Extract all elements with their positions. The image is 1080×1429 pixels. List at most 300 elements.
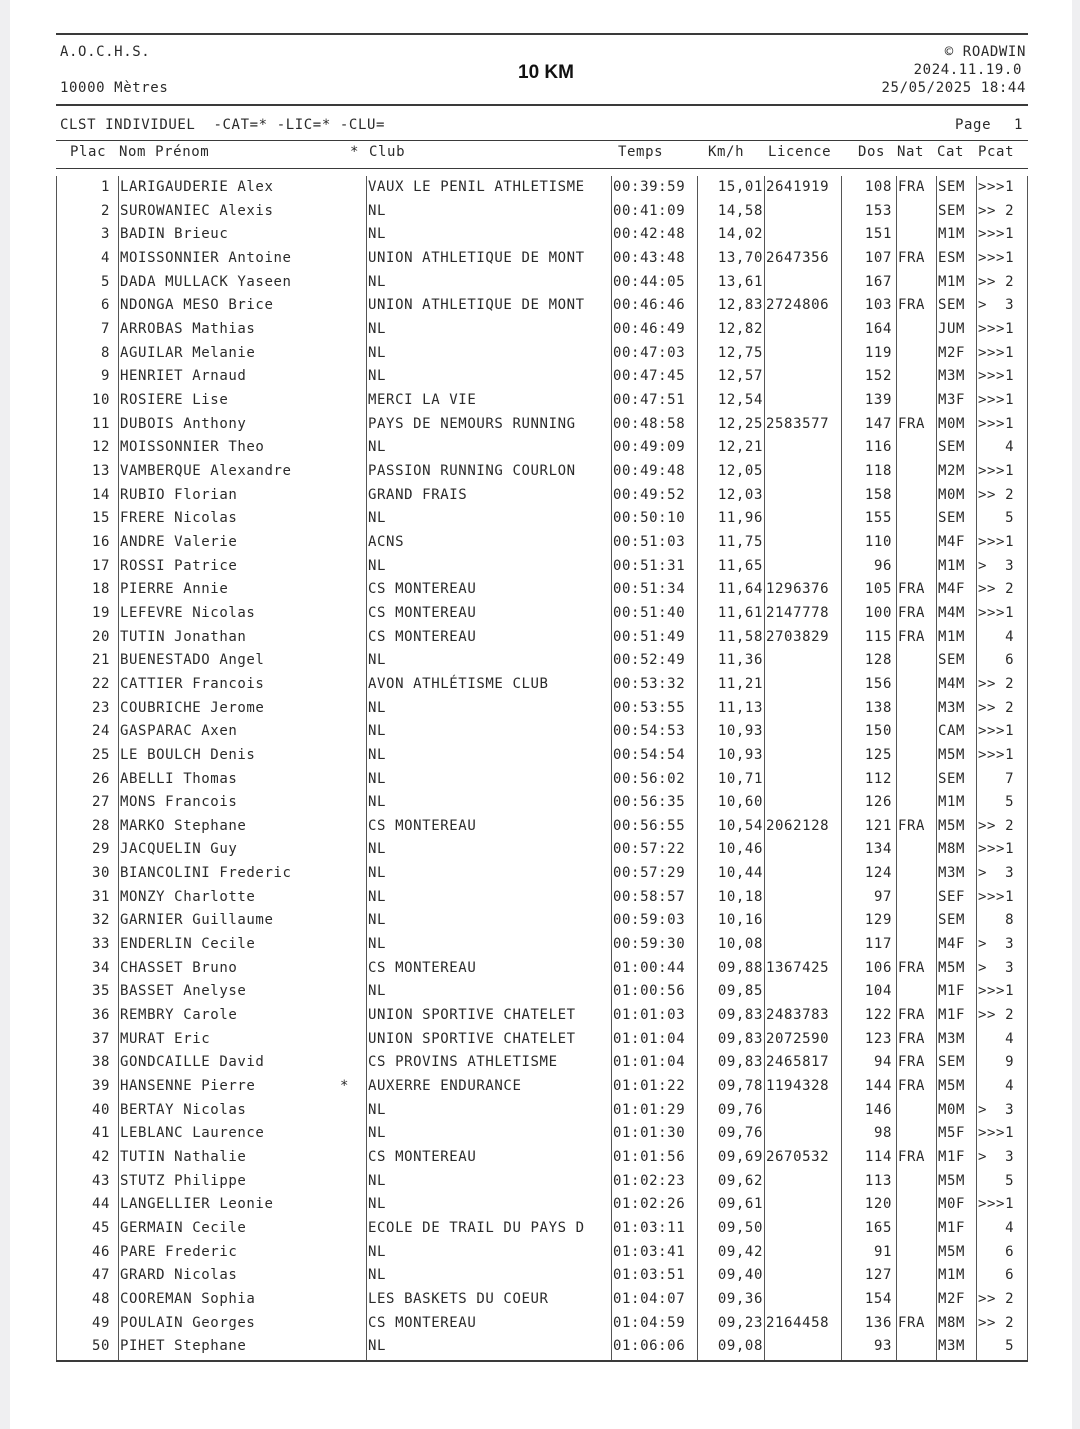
cell-kmh: 11,96 <box>717 510 763 527</box>
cell-dos: 147 <box>864 415 892 432</box>
cell-club: GRAND FRAIS <box>368 486 468 503</box>
cell-club: NL <box>368 841 387 858</box>
cell-temps: 00:41:09 <box>613 202 686 219</box>
cell-kmh: 12,83 <box>717 297 763 314</box>
cell-dos: 156 <box>864 675 892 692</box>
cell-nom: GERMAIN Cecile <box>120 1220 247 1237</box>
cell-plac: 7 <box>100 320 110 337</box>
cell-star <box>340 578 354 602</box>
cell-nat <box>898 484 935 508</box>
cell-kmh: 14,58 <box>717 202 763 219</box>
cell-cat: M1F <box>938 983 966 1000</box>
cell-kmh: 10,93 <box>717 723 763 740</box>
cell-cat: M3F <box>938 391 966 408</box>
cell-cat: M5F <box>938 1125 966 1142</box>
cell-licence <box>766 1241 840 1265</box>
cell-pcat: > 3 <box>978 1149 1015 1166</box>
cell-club: NL <box>368 1125 387 1142</box>
cell-star <box>340 436 354 460</box>
table-row <box>56 886 1028 910</box>
cell-dos: 97 <box>873 888 892 905</box>
table-row <box>56 1217 1028 1241</box>
cell-dos: 107 <box>864 249 892 266</box>
cell-temps: 01:03:51 <box>613 1267 686 1284</box>
cell-licence: 2147778 <box>766 604 830 621</box>
cell-pcat: > 3 <box>978 936 1015 953</box>
cell-kmh: 10,16 <box>717 912 763 929</box>
cell-nom: FRERE Nicolas <box>120 510 238 527</box>
cell-licence <box>766 1170 840 1194</box>
cell-nom: ENDERLIN Cecile <box>120 936 256 953</box>
cell-nom: REMBRY Carole <box>120 1007 238 1024</box>
cell-pcat: >>>1 <box>978 983 1015 1000</box>
cell-plac: 5 <box>100 273 110 290</box>
cell-nom: CATTIER Francois <box>120 675 265 692</box>
cell-club: ACNS <box>368 533 405 550</box>
table-row <box>56 318 1028 342</box>
cell-club: NL <box>368 1267 387 1284</box>
cell-licence: 2647356 <box>766 249 830 266</box>
cell-nom: TUTIN Jonathan <box>120 628 247 645</box>
cell-star: * <box>340 1078 350 1095</box>
cell-star <box>340 602 354 626</box>
cell-licence <box>766 1288 840 1312</box>
cell-licence: 2072590 <box>766 1030 830 1047</box>
cell-kmh: 12,75 <box>717 344 763 361</box>
cell-pcat: >> 2 <box>978 202 1015 219</box>
cell-cat: M4M <box>938 604 966 621</box>
cell-cat: SEM <box>938 202 966 219</box>
cell-nom: MURAT Eric <box>120 1030 211 1047</box>
cell-cat: SEM <box>938 439 966 456</box>
cell-nat: FRA <box>898 249 926 266</box>
cell-pcat: >>>1 <box>978 1196 1015 1213</box>
cell-nat <box>898 838 935 862</box>
table-row <box>56 838 1028 862</box>
cell-temps: 00:56:02 <box>613 770 686 787</box>
cell-pcat: 6 <box>978 652 1015 669</box>
cell-pcat: >> 2 <box>978 675 1015 692</box>
cell-cat: M1M <box>938 628 966 645</box>
cell-dos: 112 <box>864 770 892 787</box>
cell-licence <box>766 436 840 460</box>
cell-pcat: >>>1 <box>978 723 1015 740</box>
cell-kmh: 09,23 <box>717 1314 763 1331</box>
cell-kmh: 12,21 <box>717 439 763 456</box>
table-row <box>56 223 1028 247</box>
cell-nom: AGUILAR Melanie <box>120 344 256 361</box>
cell-club: NL <box>368 912 387 929</box>
cell-temps: 01:01:03 <box>613 1007 686 1024</box>
cell-kmh: 09,83 <box>717 1030 763 1047</box>
cell-temps: 00:46:49 <box>613 320 686 337</box>
cell-star <box>340 909 354 933</box>
cell-star <box>340 413 354 437</box>
cell-club: UNION ATHLETIQUE DE MONT <box>368 297 585 314</box>
cell-club: NL <box>368 936 387 953</box>
cell-plac: 32 <box>91 912 110 929</box>
cell-kmh: 11,21 <box>717 675 763 692</box>
cell-nom: BASSET Anelyse <box>120 983 247 1000</box>
cell-dos: 100 <box>864 604 892 621</box>
cell-nat <box>898 389 935 413</box>
cell-nom: ABELLI Thomas <box>120 770 238 787</box>
cell-plac: 47 <box>91 1267 110 1284</box>
cell-cat: SEM <box>938 297 966 314</box>
cell-cat: M0M <box>938 486 966 503</box>
cell-temps: 00:54:54 <box>613 746 686 763</box>
cell-pcat: > 3 <box>978 297 1015 314</box>
cell-temps: 00:49:09 <box>613 439 686 456</box>
cell-pcat: >> 2 <box>978 699 1015 716</box>
cell-kmh: 10,71 <box>717 770 763 787</box>
table-row <box>56 271 1028 295</box>
cell-dos: 116 <box>864 439 892 456</box>
cell-kmh: 11,13 <box>717 699 763 716</box>
cell-nom: GRARD Nicolas <box>120 1267 238 1284</box>
cell-licence <box>766 980 840 1004</box>
cell-nat: FRA <box>898 817 926 834</box>
cell-plac: 17 <box>91 557 110 574</box>
cell-plac: 35 <box>91 983 110 1000</box>
cell-temps: 00:51:40 <box>613 604 686 621</box>
cell-nat: FRA <box>898 1314 926 1331</box>
cell-licence <box>766 460 840 484</box>
cell-licence <box>766 649 840 673</box>
cell-plac: 20 <box>91 628 110 645</box>
cell-cat: M4M <box>938 675 966 692</box>
cell-nom: PIHET Stephane <box>120 1338 247 1355</box>
cell-nat <box>898 1122 935 1146</box>
table-row <box>56 602 1028 626</box>
cell-star <box>340 697 354 721</box>
cell-licence <box>766 1122 840 1146</box>
cell-nat <box>898 768 935 792</box>
table-row <box>56 744 1028 768</box>
table-row <box>56 1028 1028 1052</box>
cell-kmh: 15,01 <box>717 179 763 195</box>
table-row <box>56 1075 1028 1099</box>
cell-nat <box>898 862 935 886</box>
cell-plac: 18 <box>91 581 110 598</box>
cell-nom: PARE Frederic <box>120 1243 238 1260</box>
cell-star <box>340 838 354 862</box>
cell-pcat: >>>1 <box>978 888 1015 905</box>
cell-licence: 2583577 <box>766 415 830 432</box>
cell-pcat: >>>1 <box>978 226 1015 243</box>
page-number: 1 <box>1014 117 1024 133</box>
cell-star <box>340 484 354 508</box>
col-header-plac: Plac <box>70 144 107 160</box>
cell-nat: FRA <box>898 1030 926 1047</box>
cell-star <box>340 1146 354 1170</box>
cell-licence <box>766 389 840 413</box>
cell-pcat: 9 <box>978 1054 1015 1071</box>
cell-temps: 01:06:06 <box>613 1338 686 1355</box>
cell-star <box>340 247 354 271</box>
cell-licence <box>766 507 840 531</box>
table-row <box>56 1099 1028 1123</box>
cell-nom: STUTZ Philippe <box>120 1172 247 1189</box>
cell-pcat: 6 <box>978 1243 1015 1260</box>
cell-pcat: 4 <box>978 1220 1015 1237</box>
cell-nat: FRA <box>898 628 926 645</box>
cell-nat <box>898 1217 935 1241</box>
cell-dos: 118 <box>864 462 892 479</box>
cell-club: CS MONTEREAU <box>368 604 477 621</box>
cell-nat <box>898 909 935 933</box>
cell-nat <box>898 1241 935 1265</box>
cell-star <box>340 389 354 413</box>
cell-licence: 1194328 <box>766 1078 830 1095</box>
cell-nom: DADA MULLACK Yaseen <box>120 273 292 290</box>
cell-pcat: >>>1 <box>978 1125 1015 1142</box>
cell-temps: 00:56:55 <box>613 817 686 834</box>
cell-temps: 00:52:49 <box>613 652 686 669</box>
cell-club: NL <box>368 723 387 740</box>
cell-nom: ROSSI Patrice <box>120 557 238 574</box>
cell-licence: 2641919 <box>766 179 830 195</box>
cell-cat: M1F <box>938 1149 966 1166</box>
cell-dos: 98 <box>873 1125 892 1142</box>
cell-temps: 00:51:03 <box>613 533 686 550</box>
cell-dos: 113 <box>864 1172 892 1189</box>
cell-licence <box>766 744 840 768</box>
cell-kmh: 12,54 <box>717 391 763 408</box>
col-header-dos: Dos <box>858 144 886 160</box>
cell-club: NL <box>368 510 387 527</box>
cell-club: NL <box>368 344 387 361</box>
cell-plac: 2 <box>100 202 110 219</box>
cell-star <box>340 365 354 389</box>
cell-cat: SEM <box>938 912 966 929</box>
cell-kmh: 12,25 <box>717 415 763 432</box>
cell-dos: 114 <box>864 1149 892 1166</box>
cell-nat <box>898 933 935 957</box>
cell-nat <box>898 1264 935 1288</box>
cell-nom: LE BOULCH Denis <box>120 746 256 763</box>
cell-temps: 00:44:05 <box>613 273 686 290</box>
table-row <box>56 673 1028 697</box>
table-row <box>56 1004 1028 1028</box>
cell-club: NL <box>368 368 387 385</box>
cell-star <box>340 1051 354 1075</box>
cell-pcat: >> 2 <box>978 1291 1015 1308</box>
cell-kmh: 11,65 <box>717 557 763 574</box>
cell-cat: JUM <box>938 320 966 337</box>
table-row <box>56 1241 1028 1265</box>
table-row <box>56 460 1028 484</box>
cell-pcat: >> 2 <box>978 1314 1015 1331</box>
cell-temps: 00:47:51 <box>613 391 686 408</box>
cell-licence <box>766 1099 840 1123</box>
cell-pcat: 5 <box>978 1338 1015 1355</box>
cell-cat: M3M <box>938 1338 966 1355</box>
cell-cat: M4F <box>938 936 966 953</box>
cell-dos: 165 <box>864 1220 892 1237</box>
cell-temps: 00:51:31 <box>613 557 686 574</box>
cell-club: NL <box>368 699 387 716</box>
cell-nat <box>898 697 935 721</box>
table-row <box>56 957 1028 981</box>
subheader-rule <box>56 140 1028 141</box>
table-row <box>56 768 1028 792</box>
cell-kmh: 10,44 <box>717 865 763 882</box>
cell-plac: 40 <box>91 1101 110 1118</box>
cell-licence <box>766 484 840 508</box>
cell-cat: SEF <box>938 888 966 905</box>
cell-nat <box>898 744 935 768</box>
cell-nat <box>898 318 935 342</box>
table-row <box>56 1122 1028 1146</box>
cell-temps: 00:43:48 <box>613 249 686 266</box>
ranking-filter: CLST INDIVIDUEL -CAT=* -LIC=* -CLU= <box>60 117 386 133</box>
cell-pcat: 7 <box>978 770 1015 787</box>
cell-cat: M2F <box>938 1291 966 1308</box>
table-row <box>56 1312 1028 1336</box>
cell-nat <box>898 365 935 389</box>
table-row <box>56 176 1028 200</box>
cell-licence <box>766 200 840 224</box>
cell-kmh: 11,64 <box>717 581 763 598</box>
cell-plac: 46 <box>91 1243 110 1260</box>
cell-star <box>340 342 354 366</box>
cell-nat <box>898 223 935 247</box>
table-row <box>56 294 1028 318</box>
cell-nat: FRA <box>898 604 926 621</box>
cell-dos: 94 <box>873 1054 892 1071</box>
cell-cat: M0F <box>938 1196 966 1213</box>
cell-plac: 1 <box>100 179 110 195</box>
table-row <box>56 1170 1028 1194</box>
cell-nom: COUBRICHE Jerome <box>120 699 265 716</box>
cell-star <box>340 531 354 555</box>
cell-licence <box>766 1335 840 1359</box>
table-row <box>56 1288 1028 1312</box>
table-row <box>56 365 1028 389</box>
distance-label: 10000 Mètres <box>60 80 169 96</box>
cell-club: CS MONTEREAU <box>368 817 477 834</box>
cell-club: CS MONTEREAU <box>368 1314 477 1331</box>
cell-nom: BADIN Brieuc <box>120 226 229 243</box>
results-table <box>56 176 1028 1360</box>
cell-club: UNION ATHLETIQUE DE MONT <box>368 249 585 266</box>
cell-club: NL <box>368 1338 387 1355</box>
table-row <box>56 413 1028 437</box>
col-header-nom: Nom Prénom <box>119 144 210 160</box>
table-row <box>56 578 1028 602</box>
cell-licence: 1367425 <box>766 959 830 976</box>
cell-plac: 29 <box>91 841 110 858</box>
table-row <box>56 1051 1028 1075</box>
col-header-kmh: Km/h <box>708 144 745 160</box>
cell-nom: DUBOIS Anthony <box>120 415 247 432</box>
table-row <box>56 697 1028 721</box>
cell-club: NL <box>368 439 387 456</box>
cell-licence <box>766 720 840 744</box>
race-title: 10 KM <box>518 62 574 83</box>
cell-temps: 00:48:58 <box>613 415 686 432</box>
cell-dos: 146 <box>864 1101 892 1118</box>
version-label: 2024.11.19.0 <box>913 62 1022 78</box>
cell-plac: 19 <box>91 604 110 621</box>
cell-star <box>340 933 354 957</box>
cell-nom: MOISSONNIER Theo <box>120 439 265 456</box>
cell-star <box>340 555 354 579</box>
cell-kmh: 09,69 <box>717 1149 763 1166</box>
cell-cat: M3M <box>938 368 966 385</box>
cell-club: AUXERRE ENDURANCE <box>368 1078 522 1095</box>
cell-nat <box>898 507 935 531</box>
cell-nat: FRA <box>898 297 926 314</box>
cell-temps: 00:39:59 <box>613 179 686 195</box>
col-header-pcat: Pcat <box>978 144 1015 160</box>
cell-dos: 155 <box>864 510 892 527</box>
cell-kmh: 11,58 <box>717 628 763 645</box>
cell-cat: M1M <box>938 226 966 243</box>
cell-star <box>340 957 354 981</box>
cell-cat: M1M <box>938 273 966 290</box>
cell-plac: 43 <box>91 1172 110 1189</box>
cell-kmh: 14,02 <box>717 226 763 243</box>
header-rule <box>56 104 1028 106</box>
cell-dos: 120 <box>864 1196 892 1213</box>
cell-nom: TUTIN Nathalie <box>120 1149 247 1166</box>
cell-club: NL <box>368 1172 387 1189</box>
cell-nat: FRA <box>898 179 926 195</box>
cell-nat: FRA <box>898 959 926 976</box>
table-row <box>56 484 1028 508</box>
cell-cat: M1M <box>938 1267 966 1284</box>
cell-licence: 1296376 <box>766 581 830 598</box>
cell-cat: SEM <box>938 179 966 195</box>
cell-temps: 01:01:04 <box>613 1054 686 1071</box>
cell-star <box>340 1028 354 1052</box>
cell-cat: M1F <box>938 1007 966 1024</box>
cell-plac: 42 <box>91 1149 110 1166</box>
cell-nom: VAMBERQUE Alexandre <box>120 462 292 479</box>
cell-cat: M5M <box>938 817 966 834</box>
cell-kmh: 12,82 <box>717 320 763 337</box>
cell-nat <box>898 1099 935 1123</box>
cell-pcat: 6 <box>978 1267 1015 1284</box>
cell-star <box>340 744 354 768</box>
cell-dos: 105 <box>864 581 892 598</box>
cell-dos: 121 <box>864 817 892 834</box>
cell-cat: M5M <box>938 1243 966 1260</box>
cell-plac: 22 <box>91 675 110 692</box>
cell-star <box>340 1241 354 1265</box>
cell-kmh: 09,50 <box>717 1220 763 1237</box>
cell-star <box>340 1264 354 1288</box>
cell-plac: 24 <box>91 723 110 740</box>
col-header-licence: Licence <box>768 144 832 160</box>
cell-club: CS MONTEREAU <box>368 1149 477 1166</box>
cell-dos: 104 <box>864 983 892 1000</box>
cell-dos: 124 <box>864 865 892 882</box>
cell-pcat: >>>1 <box>978 320 1015 337</box>
cell-plac: 31 <box>91 888 110 905</box>
cell-licence <box>766 223 840 247</box>
cell-nat <box>898 200 935 224</box>
cell-temps: 00:51:34 <box>613 581 686 598</box>
cell-temps: 00:51:49 <box>613 628 686 645</box>
cell-plac: 14 <box>91 486 110 503</box>
cell-pcat: >> 2 <box>978 486 1015 503</box>
cell-star <box>340 1335 354 1359</box>
cell-plac: 37 <box>91 1030 110 1047</box>
cell-kmh: 09,76 <box>717 1101 763 1118</box>
